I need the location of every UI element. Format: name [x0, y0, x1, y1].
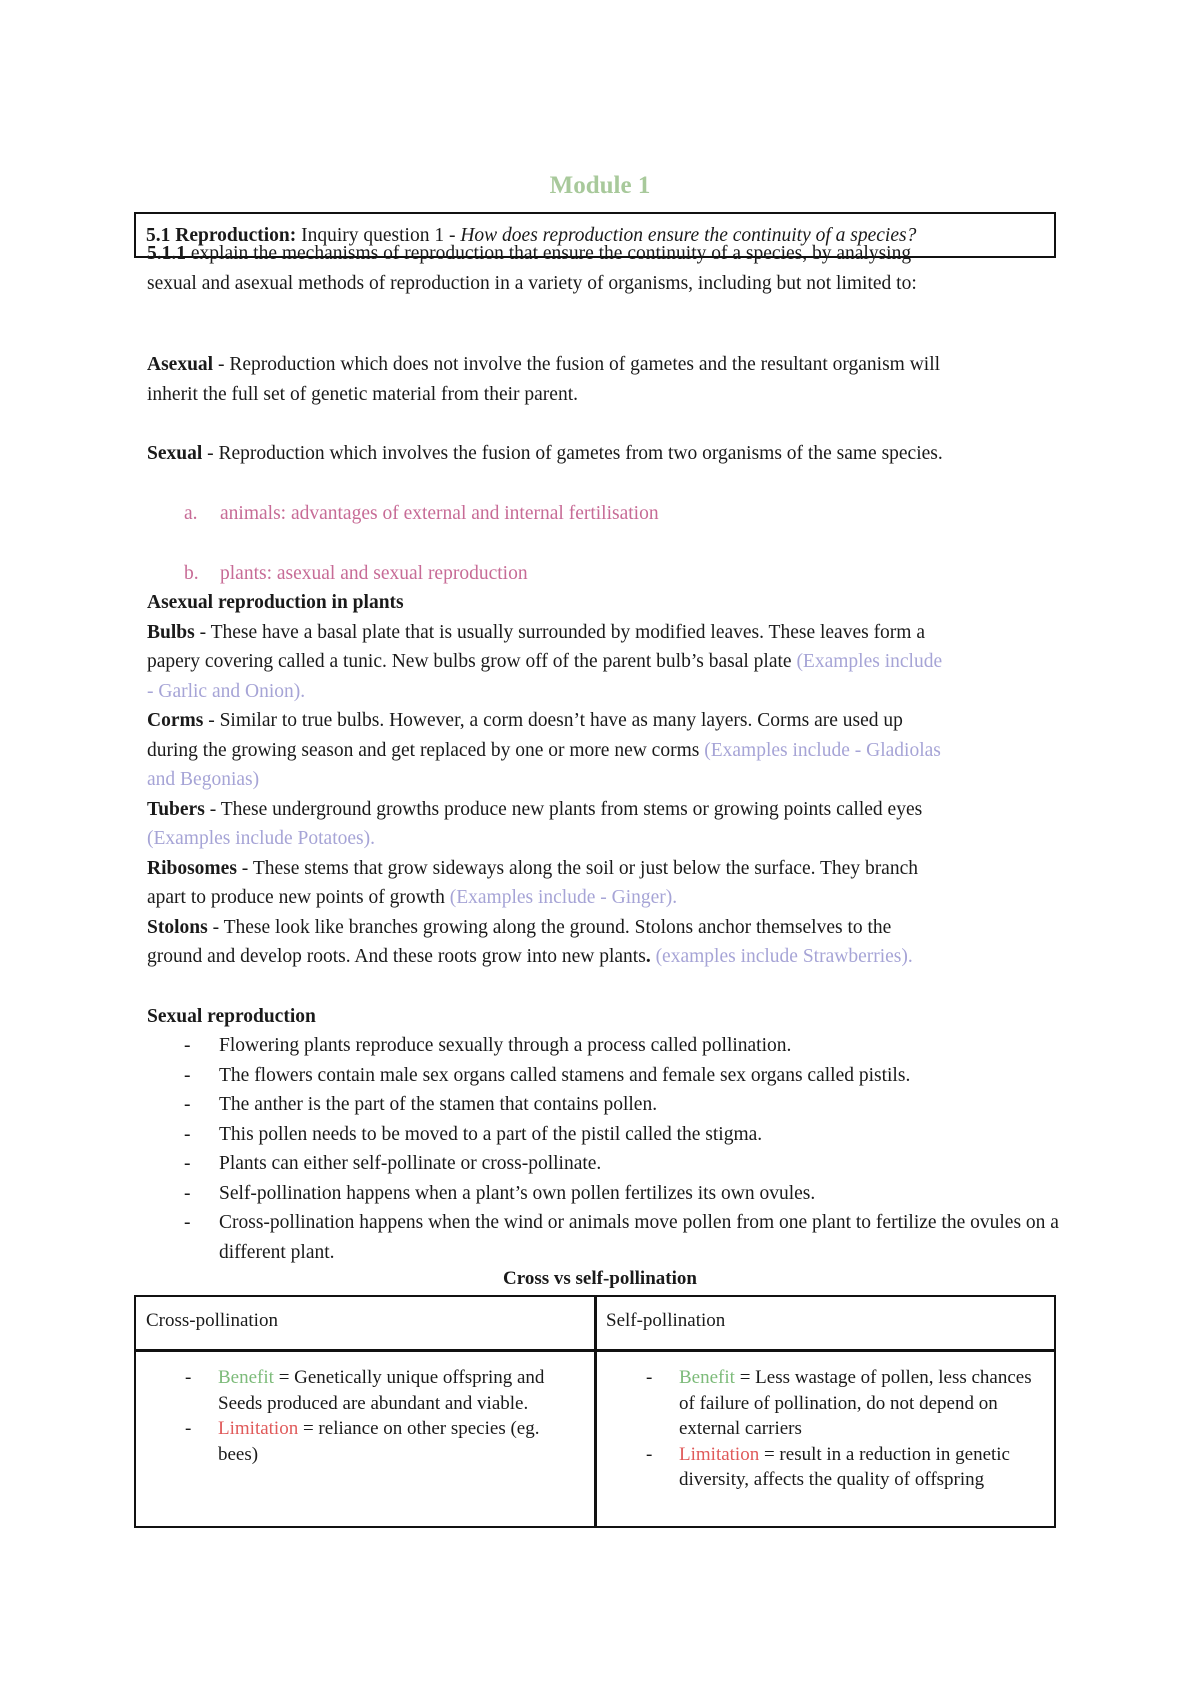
list-item: - The anther is the part of the stamen that contains pollen.	[184, 1094, 658, 1115]
table-divider	[594, 1297, 597, 1526]
asexual-term: Asexual	[147, 354, 214, 375]
list-item: - Limitation = reliance on other species (eg. bees)	[185, 1418, 540, 1465]
list-item: - Limitation = result in a reduction in genetic diversity, affects the quality of offspring	[646, 1443, 1010, 1490]
asexual-definition: Asexual - Reproduction which does not involve the fusion of gametes and the resultant organism will inherit the full set of genetic material from their parent.	[147, 354, 941, 405]
self-pollination-cell	[646, 1365, 1041, 1493]
asexual-plants-section: Asexual reproduction in plants Bulbs - These have a basal plate that is usually surrounded by modified leaves. These leaves form a papery covering called a tunic. New bulbs grow off of the parent bulb’s basal plate (Examples include - Garlic and Onion). Corms - Similar to true bulbs. However, a corm doesn’t have as many layers. Corms are used up during the growing season and get replaced by one or more new corms (Examples include - Gladiolas and Begonias) Tubers - These underground growths produce new plants from stems or growing points called eyes (Examples include Potatoes). Ribosomes - These stems that grow sideways along the soil or just below the surface. They branch apart to produce new points of growth (Examples include - Ginger). Stolons - These look like branches growing along the ground. Stolons anchor themselves to the ground and develop roots. And these roots grow into new plants. (examples include Strawberries).	[147, 588, 1067, 972]
sexual-reproduction-heading: Sexual reproduction	[147, 1006, 316, 1027]
inquiry-text: Inquiry question 1 -	[296, 225, 461, 246]
inquiry-label: 5.1 Reproduction:	[146, 225, 297, 246]
sexual-reproduction-list	[184, 1031, 1064, 1267]
syllabus-outcome: 5.1.1 explain the mechanisms of reproduction that ensure the continuity of a species, by analysing sexual and asexual methods of reproduction in a variety of organisms, including but not limited to:	[147, 243, 917, 294]
table-caption: Cross vs self-pollination	[503, 1268, 697, 1289]
outcome-code: 5.1.1	[147, 243, 186, 264]
cross-pollination-cell	[185, 1365, 570, 1467]
page-title: Module 1	[549, 172, 651, 199]
list-item: - Cross-pollination happens when the wind or animals move pollen from one plant to fertilize the ovules on a different plant.	[184, 1212, 1059, 1263]
sexual-definition: Sexual - Reproduction which involves the fusion of gametes from two organisms of the same species.	[147, 443, 943, 464]
list-item: - Plants can either self-pollinate or cross-pollinate.	[184, 1153, 602, 1174]
sexual-term: Sexual	[147, 443, 203, 464]
list-item: - The flowers contain male sex organs called stamens and female sex organs called pistils.	[184, 1064, 911, 1086]
header-self-pollination: Self-pollination	[606, 1310, 726, 1331]
header-cross-pollination: Cross-pollination	[146, 1310, 278, 1331]
section-heading: Asexual reproduction in plants	[147, 592, 404, 613]
inquiry-question: How does reproduction ensure the continuity of a species?	[460, 225, 917, 246]
list-item: - Benefit = Less wastage of pollen, less chances of failure of pollination, do not depend on external carriers	[646, 1367, 1032, 1439]
list-item: - This pollen needs to be moved to a part of the pistil called the stigma.	[184, 1123, 763, 1145]
list-item: - Flowering plants reproduce sexually through a process called pollination.	[184, 1035, 792, 1056]
list-item: - Benefit = Genetically unique offspring and Seeds produced are abundant and viable.	[185, 1367, 545, 1414]
list-item: - Self-pollination happens when a plant’s own pollen fertilizes its own ovules.	[184, 1182, 816, 1204]
comparison-table	[134, 1295, 1056, 1528]
document-page: Module 1 5.1 Reproduction: Inquiry question 1 - How does reproduction ensure the continuity of a species? 5.1.1 explain the mechanisms of reproduction that ensure the continuity of a species, by analysing sexual and asexual methods of reproduction in a variety of organisms, including but not limited to: Asexual - Reproduction which does not involve the fusion of gametes and the resultant organism will inherit the full set of genetic material from their parent. Sexual - Reproduction which involves the fusion of gametes from two organisms of the same species. a. animals: advantages of external and internal fertilisation b. plants: asexual and sexual reproduction Asexual reproduction in plants Bulbs - These have a basal plate that is usually surrounded by modified leaves. These leaves form a papery covering called a tunic. New bulbs grow off of the parent bulb’s basal plate (Examples include - Garlic and Onion). Corms - Similar to true bulbs. However, a corm doesn’t have as many layers. Corms are used up during the growing season and get replaced by one or more new corms (Examples include - Gladiolas and Begonias) Tubers - These underground growths produce new plants from stems or growing points called eyes (Examples include Potatoes). Ribosomes - These stems that grow sideways along the soil or just below the surface. They branch apart to produce new points of growth (Examples include - Ginger). Stolons - These look like branches growing along the ground. Stolons anchor themselves to the ground and develop roots. And these roots grow into new plants. (examples include Strawberries). Sexual reproduction - Flowering plants reproduce sexually through a process called pollination. - The flowers contain male sex organs called stamens and female sex organs called pistils. - The anther is the part of the stamen that contains pollen. - This pollen needs to be moved to a part of the pistil called the stigma. - Plants can either self-pollinate or cross-pollinate. - Self-pollination happens when a plant’s own pollen fertilizes its own ovules. - Cross-pollination happens when the wind or animals move pollen from one plant to fertilize the ovules on a different plant. Cross vs self-pollination Cross-pollination Self-pollination - Benefit = Genetically unique offspring and Seeds produced are abundant and viable. - Limitation = reliance on other species (eg. bees) - Benefit = Less wastage of pollen, less chances of failure of pollination, do not depend on external carriers - Limitation = result in a reduction in genetic diversity, affects the quality of offspring	[0, 0, 1200, 1697]
table-header-divider	[136, 1349, 1054, 1352]
